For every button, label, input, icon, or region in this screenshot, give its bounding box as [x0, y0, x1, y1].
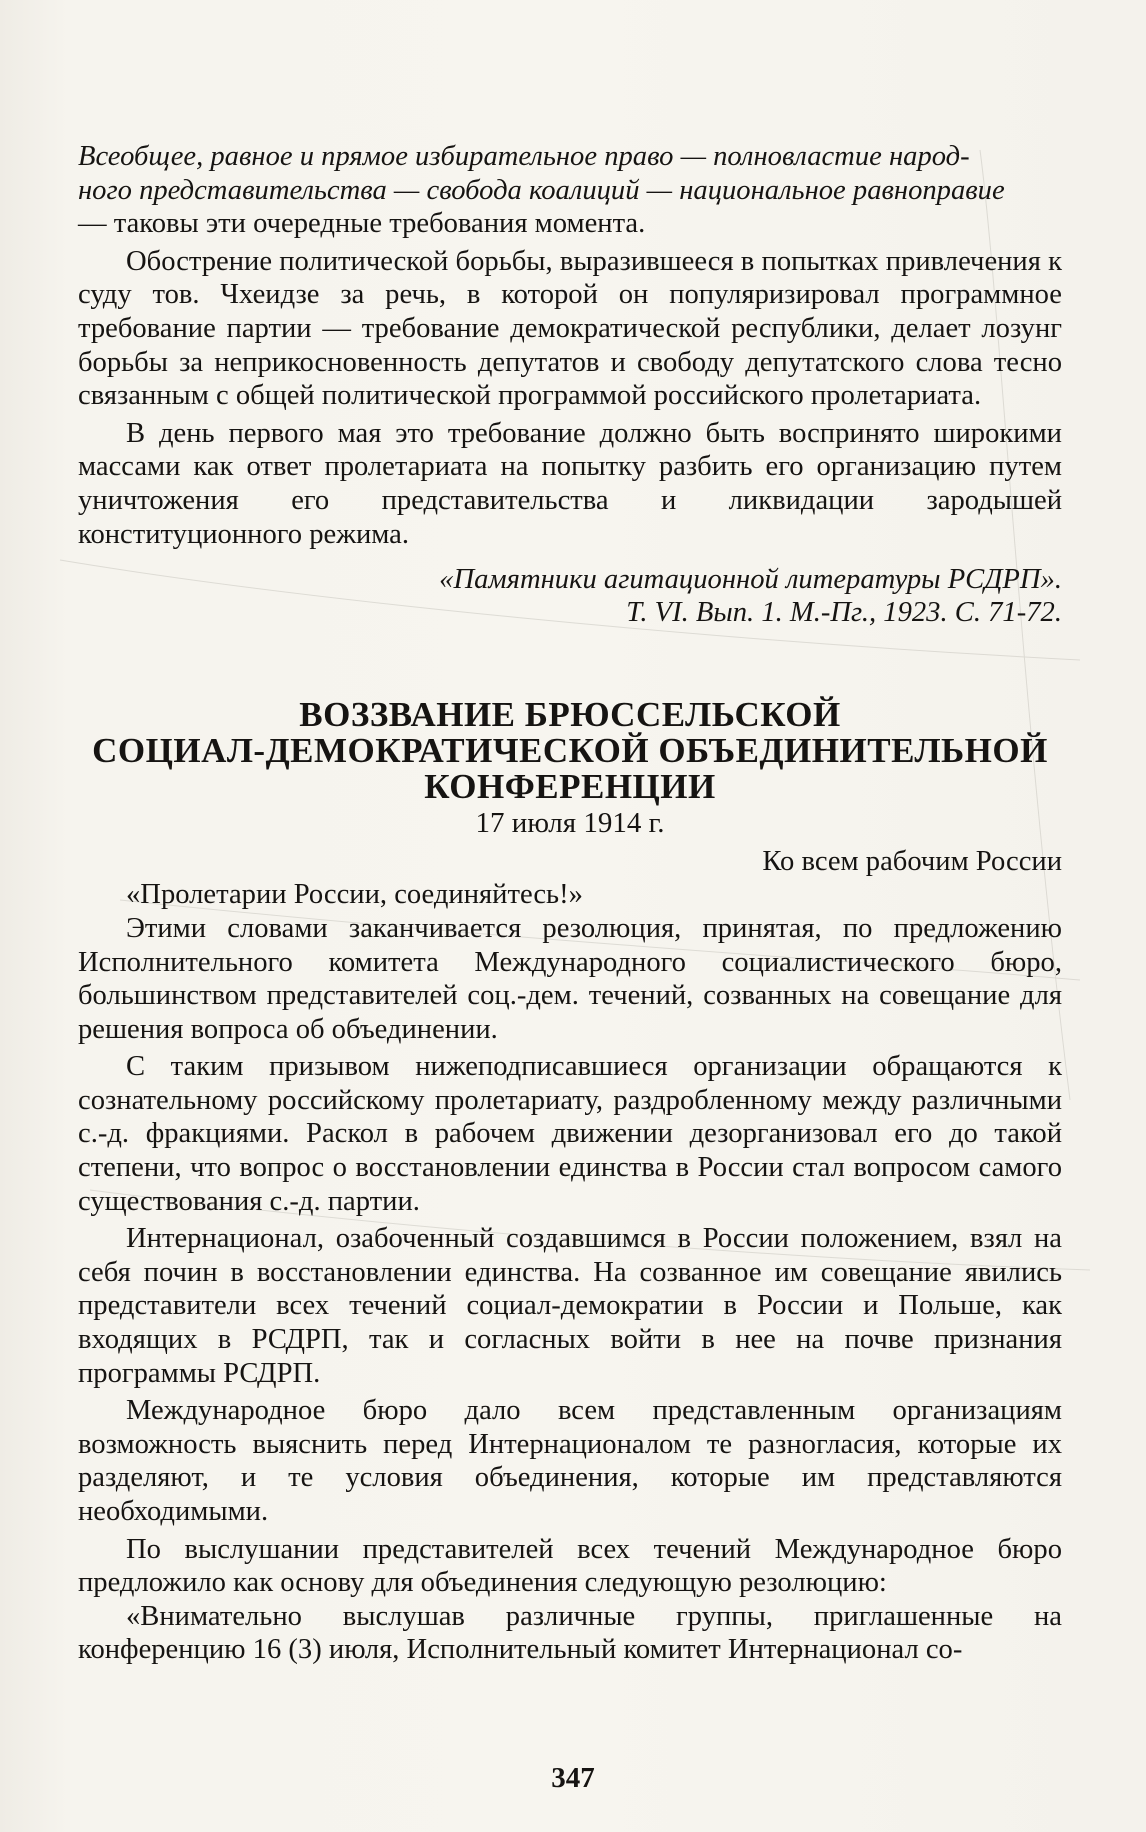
paragraph: Международное бюро дало всем представленным организациям возможность выяснить перед Интернационалом те разногласия, которые их разделяют, и те условия объединения, которые им представляются необходимыми. [78, 1395, 1062, 1527]
paragraph: Обострение политической борьбы, выразившееся в попытках привлечения к суду тов. Чхеидзе за речь, в которой он популяризировал программное требование партии — требование демократической республики, делает лозунг борьбы за неприкосновенность депутатов и свободу депутатского слова тесно связанным с общей политической программой российского пролетариата. [78, 245, 1062, 412]
page-number: 347 [551, 1762, 595, 1794]
document-heading [78, 697, 1062, 805]
source-line-1: «Памятники агитационной литературы РСДРП». [439, 564, 1062, 596]
slogan: «Пролетарии России, соединяйтесь!» [126, 879, 583, 911]
paragraph: Этими словами заканчивается резолюция, принятая, по предложению Исполнительного комитета Международного социалистического бюро, большинством представителей соц.-дем. течений, созванных на совещание для решения вопроса об объединении. [78, 912, 1062, 1045]
paragraph: «Внимательно выслушав различные группы, приглашенные на конференцию 16 (3) июля, Исполнительный комитет Интернационал со- [78, 1600, 1062, 1666]
paragraph: Интернационал, озабоченный создавшимся в России положением, взял на себя почин в восстановлении единства. На созванное им совещание явились представители всех течений социал-демократии в России и Польше, как входящих в РСДРП, так и согласных войти в нее на почве признания программы РСДРП. [78, 1223, 1062, 1389]
heading-line-2: СОЦИАЛ-ДЕМОКРАТИЧЕСКОЙ ОБЪЕДИНИТЕЛЬНОЙ [92, 731, 1048, 771]
intro-italic-line-1: Всеобщее, равное и прямое избирательное право — полновластие народ- [78, 141, 970, 172]
heading-line-3: КОНФЕРЕНЦИИ [424, 767, 716, 807]
paragraph: В день первого мая это требование должно быть воспринято широкими массами как ответ пролетариата на попытку разбить его организацию путем уничтожения его представительства и ликвидации зародышей конституционного режима. [78, 417, 1062, 550]
address-line: Ко всем рабочим России [762, 845, 1062, 877]
heading-line-1: ВОЗЗВАНИЕ БРЮССЕЛЬСКОЙ [299, 695, 841, 735]
source-citation [78, 563, 1062, 629]
paragraph: По выслушании представителей всех течений Международное бюро предложило как основу для объединения следующую резолюцию: [78, 1533, 1062, 1599]
source-line-2: Т. VI. Вып. 1. М.-Пг., 1923. С. 71-72. [626, 597, 1062, 629]
paragraph: С таким призывом нижеподписавшиеся организации обращаются к сознательному российскому пролетариату, раздробленному между различными с.-д. фракциями. Раскол в рабочем движении дезорганизовал его до такой степени, что вопрос о восстановлении единства в России стал вопросом самого существования с.-д. партии. [78, 1051, 1062, 1217]
heading-date: 17 июля 1914 г. [475, 807, 665, 840]
intro-italic-line-2: ного представительства — свобода коалиций — национальное равноправие [78, 174, 1005, 206]
page-text [78, 140, 1062, 1667]
intro-tail: — таковы эти очередные требования момента. [78, 208, 646, 240]
